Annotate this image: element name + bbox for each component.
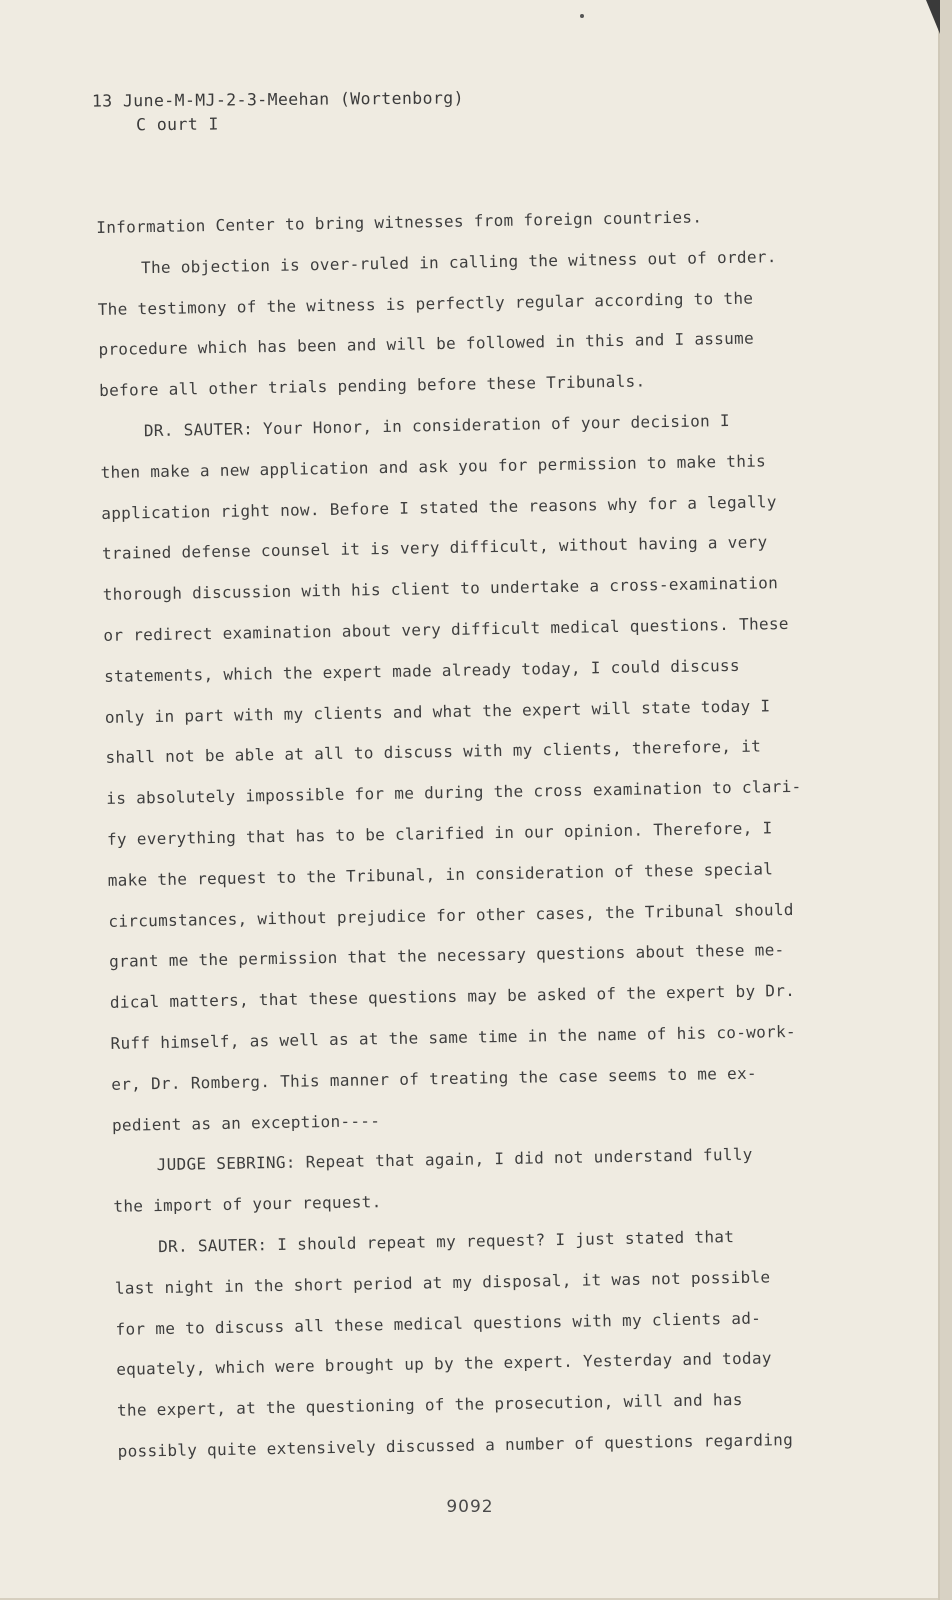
transcript-line: shall not be able at all to discuss with my clients, therefore, it [105, 736, 762, 768]
transcript-line: The testimony of the witness is perfectly regular according to the [97, 288, 754, 319]
transcript-line: fy everything that has to be clarified in our opinion. Therefore, I [106, 818, 773, 849]
transcript-line: circumstances, without prejudice for other cases, the Tribunal should [108, 899, 794, 931]
transcript-line: er, Dr. Romberg. This manner of treating the case seems to me ex- [111, 1063, 758, 1094]
transcript-line: make the request to the Tribunal, in consideration of these special [107, 859, 774, 890]
transcript-line: dical matters, that these questions may be asked of the expert by Dr. [109, 981, 796, 1013]
transcript-line: application right now. Before I stated the reasons why for a legally [101, 491, 777, 523]
transcript-line: DR. SAUTER: Your Honor, in consideration of your decision I [143, 410, 731, 441]
transcript-line: equately, which were brought up by the expert. Yesterday and today [116, 1348, 772, 1380]
transcript-line: Information Center to bring witnesses from foreign countries. [96, 207, 703, 237]
transcript-line: The objection is over-ruled in calling the witness out of order. [140, 246, 777, 278]
transcript-line: then make a new application and ask you for permission to make this [100, 451, 767, 482]
transcript-line: JUDGE SEBRING: Repeat that again, I did not understand fully [156, 1145, 753, 1175]
transcript-line: possibly quite extensively discussed a number of questions regarding [117, 1429, 794, 1461]
transcript-line: Ruff himself, as well as at the same time in the name of his co-work- [110, 1021, 797, 1053]
transcript-line: only in part with my clients and what the expert will state today I [104, 695, 771, 727]
page-corner-fold [926, 0, 940, 34]
transcript-body [96, 195, 838, 1472]
transcript-line: is absolutely impossible for me during the cross examination to clari- [106, 776, 802, 809]
header-court-line: C ourt I [136, 114, 219, 135]
transcript-line: trained defense counsel it is very difficult, without having a very [101, 532, 768, 564]
transcript-line: grant me the permission that the necessary questions about these me- [108, 940, 785, 972]
transcript-line: or redirect examination about very difficult medical questions. These [103, 613, 789, 645]
transcript-line: pedient as an exception---- [111, 1110, 381, 1135]
transcript-line: statements, which the expert made already today, I could discuss [104, 655, 740, 686]
transcript-line: procedure which has been and will be followed in this and I assume [98, 328, 755, 360]
transcript-line: the import of your request. [113, 1192, 382, 1216]
transcript-line: before all other trials pending before these Tribunals. [99, 371, 646, 401]
transcript-line: last night in the short period at my disposal, it was not possible [114, 1267, 771, 1298]
transcript-line: for me to discuss all these medical questions with my clients ad- [115, 1308, 762, 1339]
transcript-line: thorough discussion with his client to undertake a cross-examination [102, 573, 779, 605]
document-header [92, 86, 464, 137]
transcript-line: DR. SAUTER: I should repeat my request? I just stated that [157, 1226, 735, 1256]
ink-speck [580, 14, 584, 18]
transcript-line: the expert, at the questioning of the prosecution, will and has [116, 1390, 743, 1420]
header-reference-line: 13 June-M-MJ-2-3-Meehan (Wortenborg) [91, 88, 464, 111]
page-number: 9092 [446, 1497, 494, 1517]
